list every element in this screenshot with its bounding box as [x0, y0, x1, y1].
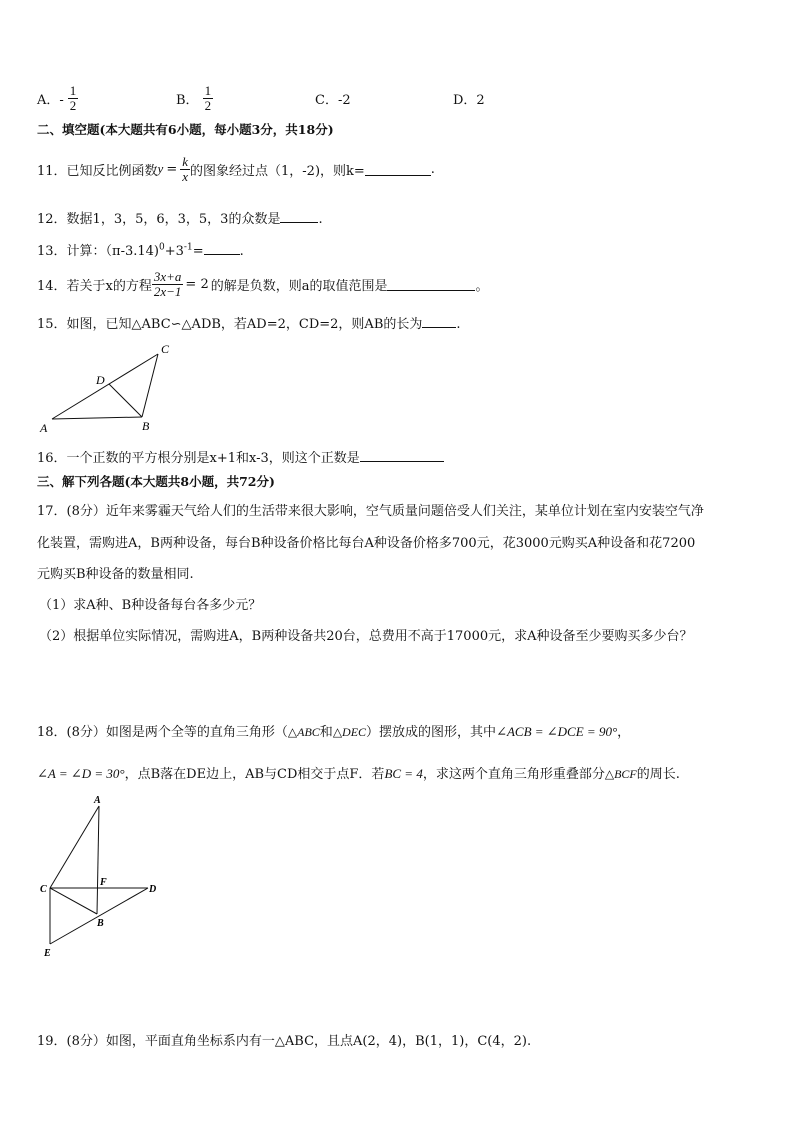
question-17-line2: 化装置，需购进A，B两种设备，每台B种设备价格比每台A种设备价格多700元，花3000元购买A种设备和花7200	[37, 536, 696, 551]
question-17-sub2: （2）根据单位实际情况，需购进A，B两种设备共20台，总费用不高于17000元，求A种设备至少要购买多少台？	[39, 629, 693, 644]
q11-answer-blank[interactable]	[365, 163, 431, 176]
question-17-sub1: （1）求A种、B种设备每台各多少元？	[39, 598, 262, 613]
section3-title: 三、解下列各题(本大题共8小题，共72分)	[37, 474, 275, 489]
q10-option-b	[176, 80, 213, 116]
q12-answer-blank[interactable]	[280, 210, 318, 223]
question-18-line2: ∠A = ∠D = 30°，点B落在DE边上，AB与CD相交于点F．若BC = 4，求这两个直角三角形重叠部分△BCF的周长.	[37, 766, 680, 782]
q10-option-b-label: B．	[176, 92, 199, 108]
q15-label-b: B	[142, 419, 150, 433]
question-13: 13．计算：$(\pi-3.14)^0+3^{-1}=$ .	[37, 242, 244, 259]
q10-option-d: D．2	[453, 93, 485, 108]
question-17-line1: 17．(8分）近年来雾霾天气给人们的生活带来很大影响，空气质量问题倍受人们关注，某单位计划在室内安装空气净	[37, 504, 704, 519]
question-18-line1: 18．(8分）如图是两个全等的直角三角形（△ABC和△DEC）摆放成的图形，其中∠ACB = ∠DCE = 90°，	[37, 724, 631, 740]
q15-label-a: A	[40, 421, 48, 434]
question-15: 15．如图，已知△ABC∽△ADB，若AD=2，CD=2，则AB的长为 .	[37, 317, 461, 332]
q14-answer-blank[interactable]	[387, 278, 475, 291]
q15-triangle-figure	[38, 340, 178, 434]
q15-triangle-lines	[52, 354, 158, 419]
question-14: 14．若关于x的方程 $\frac{3x+a}{2x-1}$ = 2 的解是负数，则a的取值范围是 。	[37, 268, 489, 299]
q18-label-a: A	[94, 795, 101, 806]
q15-label-c: C	[161, 342, 170, 356]
q10-option-c: C．-2	[315, 93, 351, 108]
question-16: 16．一个正数的平方根分别是x+1和x-3，则这个正数是	[37, 447, 444, 466]
q10-option-b-fraction: $\frac{1}{2}$	[204, 82, 212, 113]
q14-fraction: $\frac{3x+a}{2x-1}$	[153, 268, 182, 299]
section2-title: 二、填空题(本大题共有6小题，每小题3分，共18分)	[37, 122, 334, 137]
q15-label-d: D	[96, 373, 105, 387]
question-19: 19．(8分）如图，平面直角坐标系内有一△ABC，且点A(2，4)，B(1，1)，C(4，2).	[37, 1034, 532, 1049]
q18-label-c: C	[40, 884, 47, 895]
q18-label-d: D	[149, 884, 157, 895]
q15-answer-blank[interactable]	[422, 315, 456, 328]
q10-option-a	[37, 80, 78, 116]
q11-fraction: $\frac{k}{x}$	[182, 153, 189, 184]
question-12: 12．数据1，3，5，6，3，5，3的众数是 .	[37, 212, 323, 227]
question-17-line3: 元购买B种设备的数量相同.	[37, 567, 194, 582]
q10-option-a-label: A．-	[37, 92, 64, 108]
q18-label-b: B	[97, 918, 104, 929]
q13-answer-blank[interactable]	[204, 242, 240, 255]
q16-answer-blank[interactable]	[360, 449, 444, 462]
q18-label-e: E	[44, 948, 51, 959]
question-11: 11．已知反比例函数 y = $\frac{k}{x}$ 的图象经过点（1，-2)，则k= .	[37, 153, 435, 184]
q18-triangles-figure	[36, 792, 166, 962]
q18-label-f: F	[100, 877, 107, 888]
q10-option-a-fraction: $\frac{1}{2}$	[69, 82, 77, 113]
